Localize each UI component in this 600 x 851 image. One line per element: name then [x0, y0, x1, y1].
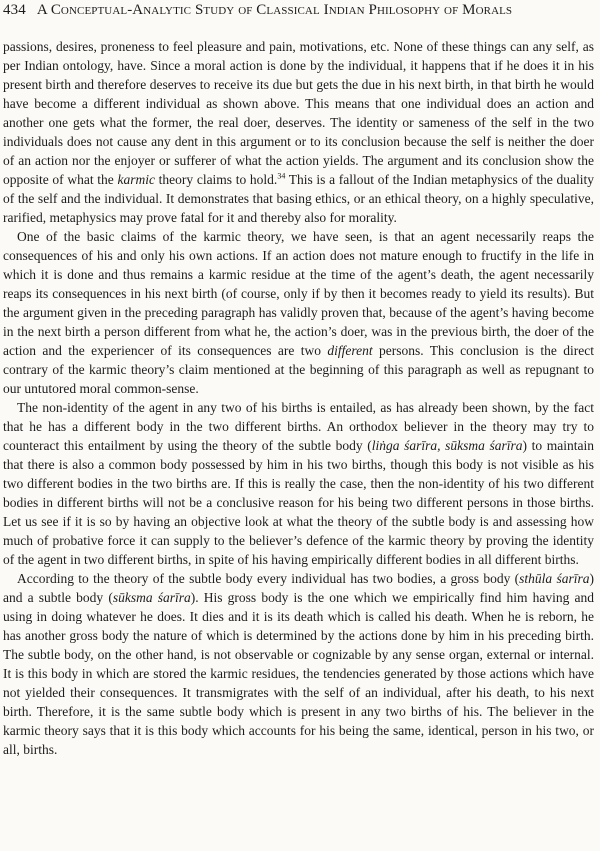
footnote-ref: 34 — [277, 171, 286, 181]
running-head — [3, 2, 594, 24]
running-title: A Conceptual-Analytic Study of Classical Indian Philosophy of Morals — [36, 2, 513, 18]
text-run: ) and a subtle body ( — [3, 571, 594, 605]
text-run: ). His gross body is the one which we empirically find him having and using in doing whatever he does. It dies and it is its death which is called his death. When he is reborn, he has another gross body the nature of which is determined by the actions done by him in his preceding birth. The subtle body, on the other hand, is not observable or cognizable by any sense organ, external or internal. It is this body in which are stored the karmic residues, the tendencies generated by those actions which have not yielded their consequences. It transmigrates with the self of an individual, after his death, to his next birth. Therefore, it is the same subtle body which is present in any two births of his. The believer in the karmic theory says that it is this body which accounts for his being the same, identical, person in his two, or all, births. — [3, 590, 594, 757]
italic-term: sūksma śarīra — [112, 590, 191, 605]
paragraph — [3, 227, 594, 398]
text-run: The non-identity of the agent in any two of his births is entailed, as has already been shown, by the fact that he has a different body in the two different births. An orthodox believer in the theory may try to counteract this entailment by using the theory of the subtle body ( — [3, 400, 594, 453]
body-text — [3, 37, 594, 759]
italic-term: karmic — [117, 172, 155, 187]
paragraph — [3, 37, 594, 227]
italic-term: different — [327, 343, 373, 358]
text-run: According to the theory of the subtle body every individual has two bodies, a gross body ( — [17, 571, 520, 586]
page-number: 434 — [3, 2, 26, 18]
italic-term: sthūla śarīra — [519, 571, 590, 586]
text-run: ) to maintain that there is also a common body possessed by him in his two births, though this body is not visible as his two different bodies in the two births are. If this is really the case, then the non-identity of his two different bodies in different births will not be a conclusive reason for his being two different persons in those births. Let us see if it is so by having an objective look at what the theory of the subtle body is and assessing how much of probative force it can supply to the believer’s defence of the karmic theory by proving the identity of the agent in two different births, in spite of his having empirically different bodies in all different births. — [3, 438, 594, 567]
text-run: One of the basic claims of the karmic theory, we have seen, is that an agent necessarily reaps the consequences of his and only his own actions. If an action does not mature enough to fructify in the life in which it is done and thus remains a karmic residue at the time of the agent’s death, the agent necessarily reaps its consequences in his next birth (of course, only if by then it becomes ready to yield its results). But the argument given in the preceding paragraph has validly proven that, because of the agent’s having become in the next birth a person different from what he, the action’s doer, was in the previous birth, the doer of the action and the experiencer of its consequences are two — [3, 229, 594, 358]
text-run: This is a fallout of the Indian metaphysics of the duality of the self and the individual. It demonstrates that basing ethics, or an ethical theory, on a highly speculative, rarified, metaphysics may prove fatal for it and thereby also for morality. — [3, 172, 595, 225]
text-run: theory claims to hold. — [154, 172, 278, 187]
paragraph — [3, 569, 594, 759]
italic-term: liṅga śarīra, sūksma śarīra — [371, 438, 523, 453]
paragraph — [3, 398, 594, 569]
text-run: passions, desires, proneness to feel pleasure and pain, motivations, etc. None of these things can any self, as per Indian ontology, have. Since a moral action is done by the individual, it happens that if he does it in his present birth and therefore deserves to receive its due but gets the due in his next birth, in that birth he would have become a different individual as shown above. This means that one individual does an action and another one gets what the former, the real doer, deserves. The identity or sameness of the self in the two individuals does not cause any dent in this argument or to its conclusion because the self is neither the doer of an action nor the enjoyer or sufferer of what the action yields. The argument and its conclusion show the opposite of what the — [3, 39, 594, 187]
text-run: persons. This conclusion is the direct contrary of the karmic theory’s claim mentioned at the beginning of this paragraph as well as repugnant to our untutored moral common-sense. — [3, 343, 595, 396]
